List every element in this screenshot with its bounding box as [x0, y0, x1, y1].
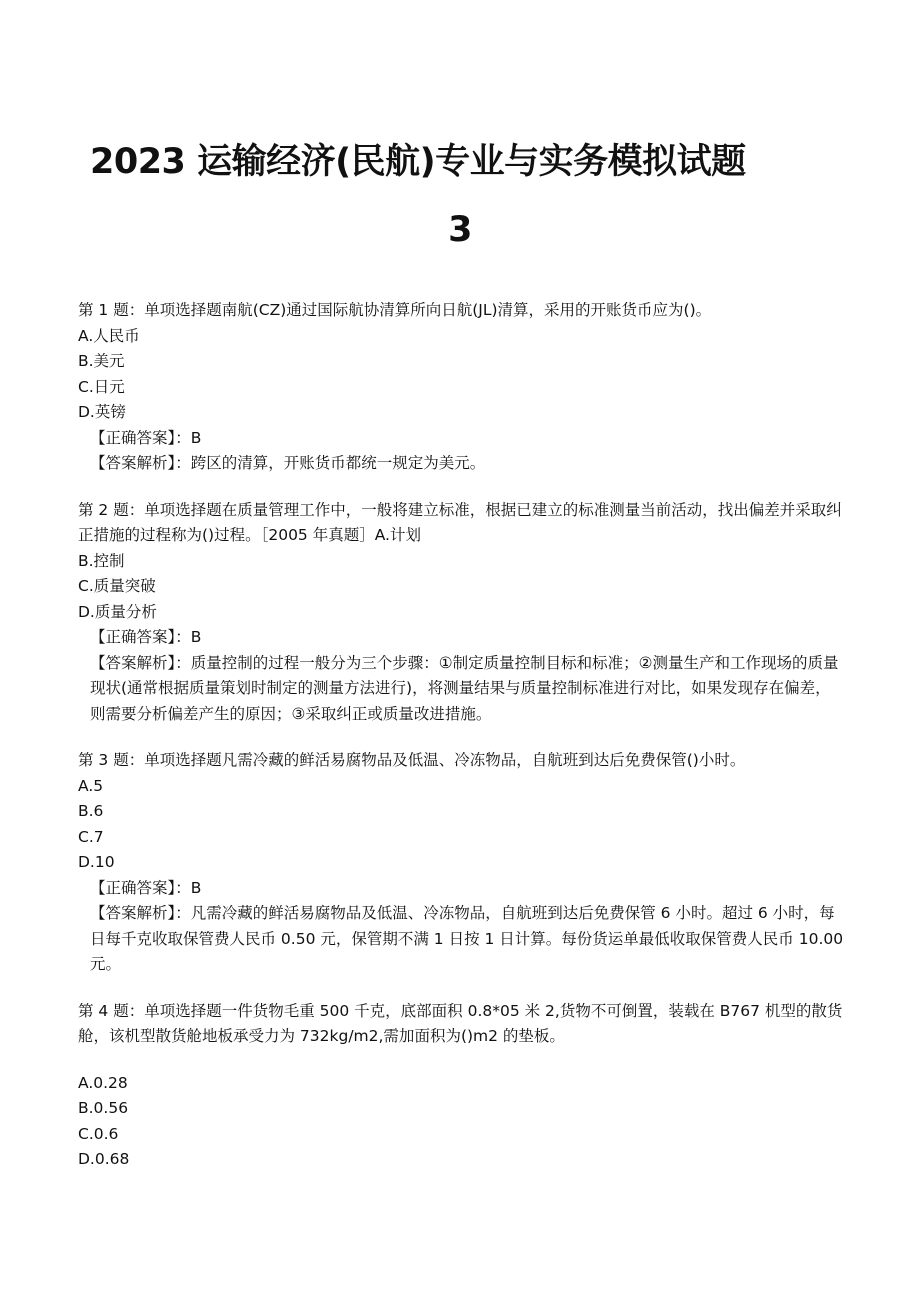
option-b: B.控制 [78, 551, 125, 570]
answer-analysis: 【答案解析】：凡需冷藏的鲜活易腐物品及低温、冷冻物品，自航班到达后免费保管 6 小时。超过 6 小时，每日每千克收取保管费人民币 0.50 元，保管期不满 1 日按 1 日计算。每份货运单最低收取保管费人民币 10.00 元。 [90, 904, 844, 973]
option-c: C.质量突破 [78, 577, 156, 595]
option-d: D.质量分析 [78, 602, 157, 621]
option-a: A.0.28 [78, 1073, 128, 1092]
question-4 [78, 999, 844, 1173]
option-c: C.0.6 [78, 1124, 119, 1143]
spacer [78, 477, 844, 498]
option-b: B.美元 [78, 352, 125, 370]
question-stem: 第 4 题：单项选择题一件货物毛重 500 千克，底部面积 0.8*05 米 2,货物不可倒置，装载在 B767 机型的散货舱，该机型散货舱地板承受力为 732kg/m2,需加面积为()m2 的垫板。 [78, 1001, 843, 1045]
question-stem: 第 1 题：单项选择题南航(CZ)通过国际航协清算所向日航(JL)清算，采用的开账货币应为()。 [78, 301, 712, 319]
correct-answer: 【正确答案】：B [90, 628, 202, 646]
document-title: 2023 运输经济(民航)专业与实务模拟试题 [90, 142, 746, 182]
spacer [78, 978, 844, 999]
question-stem: 第 2 题：单项选择题在质量管理工作中，一般将建立标准，根据已建立的标准测量当前活动，找出偏差并采取纠正措施的过程称为()过程。［2005 年真题］A.计划 [78, 500, 842, 544]
document-title-number: 3 [448, 210, 472, 250]
option-a: A.人民币 [78, 326, 140, 345]
question-3 [78, 748, 844, 978]
question-2 [78, 498, 844, 728]
spacer [78, 727, 844, 748]
option-d: D.0.68 [78, 1150, 130, 1168]
correct-answer: 【正确答案】：B [90, 878, 202, 897]
answer-analysis: 【答案解析】：质量控制的过程一般分为三个步骤：①制定质量控制目标和标准；②测量生产和工作现场的质量现状(通常根据质量策划时制定的测量方法进行)，将测量结果与质量控制标准进行对比，如果发现存在偏差，则需要分析偏差产生的原因；③采取纠正或质量改进措施。 [90, 653, 839, 723]
option-d: D.10 [78, 853, 115, 871]
question-list [78, 298, 844, 1173]
correct-answer: 【正确答案】：B [90, 428, 202, 447]
option-b: B.6 [78, 802, 104, 820]
question-stem: 第 3 题：单项选择题凡需冷藏的鲜活易腐物品及低温、冷冻物品，自航班到达后免费保管()小时。 [78, 751, 746, 769]
option-c: C.7 [78, 827, 104, 846]
answer-analysis: 【答案解析】：跨区的清算，开账货币都统一规定为美元。 [90, 454, 486, 472]
spacer [78, 1050, 844, 1071]
question-1 [78, 298, 844, 477]
option-b: B.0.56 [78, 1099, 129, 1117]
option-d: D.英镑 [78, 403, 126, 421]
option-a: A.5 [78, 776, 104, 795]
option-c: C.日元 [78, 377, 125, 396]
